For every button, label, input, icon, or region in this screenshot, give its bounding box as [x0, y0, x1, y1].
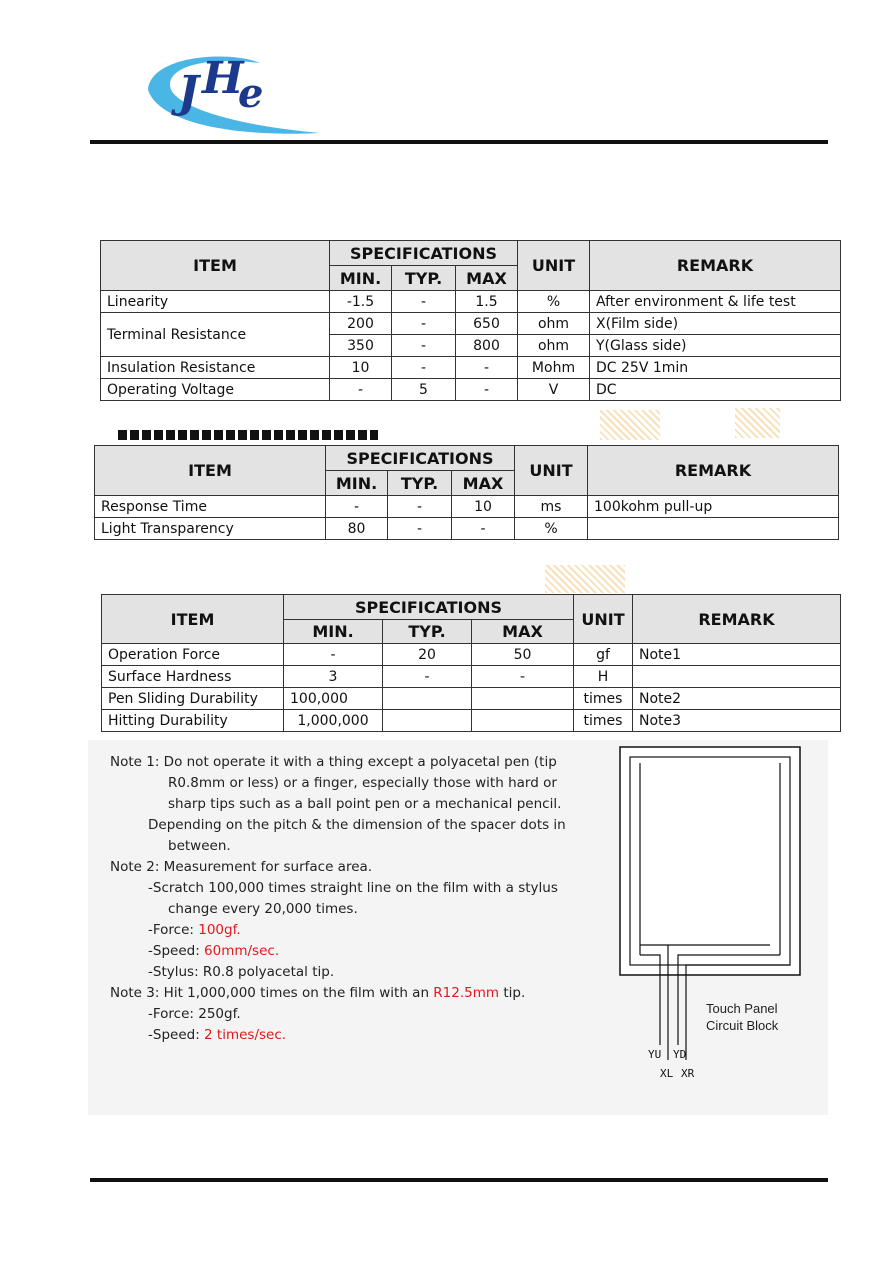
- header-specifications: SPECIFICATIONS: [326, 446, 515, 471]
- note-text: -Scratch 100,000 times straight line on the film with a stylus: [148, 880, 558, 896]
- cell-min: -: [326, 496, 388, 518]
- optical-spec-table: [94, 445, 839, 540]
- cell-unit: times: [574, 710, 633, 732]
- cell-remark: After environment & life test: [590, 291, 841, 313]
- cell-remark: DC: [590, 379, 841, 401]
- note-label: -Speed:: [148, 1027, 205, 1043]
- cell-min: 200: [330, 313, 392, 335]
- note-text: -Force: 250gf.: [148, 1006, 241, 1022]
- pin-label-xl: XL: [660, 1067, 674, 1080]
- cell-min: 3: [284, 666, 383, 688]
- cell-unit: ms: [515, 496, 588, 518]
- cell-typ: [383, 688, 472, 710]
- note-label: tip.: [499, 985, 526, 1001]
- header-unit: UNIT: [515, 446, 588, 496]
- note-text: Note 1: Do not operate it with a thing except a polyacetal pen (tip: [110, 754, 557, 770]
- note-text: [148, 943, 279, 959]
- note-label: -Speed:: [148, 943, 205, 959]
- cell-min: -: [330, 379, 392, 401]
- cell-unit: H: [574, 666, 633, 688]
- header-item: ITEM: [95, 446, 326, 496]
- note-text: [148, 922, 241, 938]
- footer-rule: [90, 1178, 828, 1182]
- note-label: Note 3: Hit 1,000,000 times on the film with an: [110, 985, 434, 1001]
- cell-typ: 20: [383, 644, 472, 666]
- header-rule: [90, 140, 828, 144]
- header-min: MIN.: [326, 471, 388, 496]
- cell-unit: ohm: [518, 335, 590, 357]
- pin-label-xr: XR: [681, 1067, 695, 1080]
- header-remark: REMARK: [633, 595, 841, 644]
- cell-remark: 100kohm pull-up: [588, 496, 839, 518]
- header-specifications: SPECIFICATIONS: [284, 595, 574, 620]
- cell-remark: Note2: [633, 688, 841, 710]
- touch-panel-diagram: [618, 745, 803, 1085]
- cell-max: 10: [452, 496, 515, 518]
- header-max: MAX: [472, 620, 574, 644]
- cell-min: -1.5: [330, 291, 392, 313]
- note-text: [148, 1027, 286, 1043]
- cell-remark: Y(Glass side): [590, 335, 841, 357]
- cell-remark: Note3: [633, 710, 841, 732]
- cell-max: -: [456, 357, 518, 379]
- header-remark: REMARK: [588, 446, 839, 496]
- header-max: MAX: [452, 471, 515, 496]
- note-text: Depending on the pitch & the dimension of the spacer dots in: [148, 817, 566, 833]
- diagram-label: Circuit Block: [706, 1018, 779, 1033]
- cell-max: 1.5: [456, 291, 518, 313]
- cell-max: -: [472, 666, 574, 688]
- cell-typ: 5: [392, 379, 456, 401]
- note-label: -Force:: [148, 922, 199, 938]
- note-value: R12.5mm: [433, 985, 500, 1001]
- mechanical-spec-table: [101, 594, 841, 732]
- header-min: MIN.: [330, 266, 392, 291]
- table-row: [102, 688, 841, 710]
- cell-max: 650: [456, 313, 518, 335]
- header-typ: TYP.: [383, 620, 472, 644]
- cell-max: 50: [472, 644, 574, 666]
- svg-text:J: J: [178, 67, 199, 118]
- note-text: sharp tips such as a ball point pen or a mechanical pencil.: [168, 796, 562, 812]
- header-specifications: SPECIFICATIONS: [330, 241, 518, 266]
- cell-min: 350: [330, 335, 392, 357]
- cell-typ: -: [392, 335, 456, 357]
- cell-item: Linearity: [101, 291, 330, 313]
- cell-unit: V: [518, 379, 590, 401]
- header-typ: TYP.: [392, 266, 456, 291]
- note-text: R0.8mm or less) or a finger, especially those with hard or: [168, 775, 557, 791]
- cell-unit: %: [518, 291, 590, 313]
- watermark-fragment: [735, 408, 780, 438]
- cell-max: -: [456, 379, 518, 401]
- note-value: 2 times/sec.: [204, 1027, 287, 1043]
- table-row: [95, 496, 839, 518]
- cell-max: [472, 710, 574, 732]
- header-item: ITEM: [101, 241, 330, 291]
- header-unit: UNIT: [518, 241, 590, 291]
- table-row: [95, 518, 839, 540]
- header-typ: TYP.: [388, 471, 452, 496]
- cell-unit: ohm: [518, 313, 590, 335]
- cell-typ: -: [392, 291, 456, 313]
- svg-text:e: e: [238, 70, 264, 117]
- cell-item: Insulation Resistance: [101, 357, 330, 379]
- cell-remark: [633, 666, 841, 688]
- cell-min: 80: [326, 518, 388, 540]
- diagram-label: Touch Panel: [706, 1001, 778, 1016]
- cell-max: [472, 688, 574, 710]
- cell-max: -: [452, 518, 515, 540]
- header-max: MAX: [456, 266, 518, 291]
- cell-typ: -: [392, 313, 456, 335]
- table-row: [102, 710, 841, 732]
- cell-item: Surface Hardness: [102, 666, 284, 688]
- header-unit: UNIT: [574, 595, 633, 644]
- svg-text:H: H: [202, 53, 244, 104]
- cell-remark: X(Film side): [590, 313, 841, 335]
- pin-label-yd: YD: [673, 1048, 687, 1061]
- cell-item: Pen Sliding Durability: [102, 688, 284, 710]
- note-text: [110, 985, 525, 1001]
- cell-item: Light Transparency: [95, 518, 326, 540]
- watermark-fragment: [600, 410, 660, 440]
- pin-label-yu: YU: [648, 1048, 662, 1061]
- cell-item: Hitting Durability: [102, 710, 284, 732]
- note-value: 100gf.: [198, 922, 241, 938]
- table-row: [101, 379, 841, 401]
- table-row: [102, 666, 841, 688]
- cell-min: 100,000: [284, 688, 383, 710]
- cell-typ: [383, 710, 472, 732]
- cell-typ: -: [392, 357, 456, 379]
- table-row: [102, 644, 841, 666]
- cell-item: Operating Voltage: [101, 379, 330, 401]
- cell-remark: DC 25V 1min: [590, 357, 841, 379]
- cell-item: Response Time: [95, 496, 326, 518]
- table-row: [101, 313, 841, 335]
- cell-unit: %: [515, 518, 588, 540]
- note-text: between.: [168, 838, 231, 854]
- cell-min: 1,000,000: [284, 710, 383, 732]
- company-logo: [140, 45, 330, 140]
- note-text: Note 2: Measurement for surface area.: [110, 859, 373, 875]
- header-item: ITEM: [102, 595, 284, 644]
- note-value: 60mm/sec.: [204, 943, 280, 959]
- cell-max: 800: [456, 335, 518, 357]
- cell-item: Operation Force: [102, 644, 284, 666]
- note-text: change every 20,000 times.: [168, 901, 358, 917]
- cell-unit: Mohm: [518, 357, 590, 379]
- cell-typ: -: [388, 518, 452, 540]
- cropped-section-heading: [118, 430, 378, 440]
- cell-remark: Note1: [633, 644, 841, 666]
- cell-item: Terminal Resistance: [101, 313, 330, 357]
- circuit-block-drawing: [618, 745, 803, 1085]
- header-min: MIN.: [284, 620, 383, 644]
- cell-min: -: [284, 644, 383, 666]
- cell-unit: gf: [574, 644, 633, 666]
- cell-min: 10: [330, 357, 392, 379]
- watermark-fragment: [545, 565, 625, 593]
- table-row: [101, 357, 841, 379]
- cell-remark: [588, 518, 839, 540]
- cell-typ: -: [383, 666, 472, 688]
- electrical-spec-table: [100, 240, 841, 401]
- cell-unit: times: [574, 688, 633, 710]
- table-row: [101, 291, 841, 313]
- note-text: -Stylus: R0.8 polyacetal tip.: [148, 964, 335, 980]
- header-remark: REMARK: [590, 241, 841, 291]
- cell-typ: -: [388, 496, 452, 518]
